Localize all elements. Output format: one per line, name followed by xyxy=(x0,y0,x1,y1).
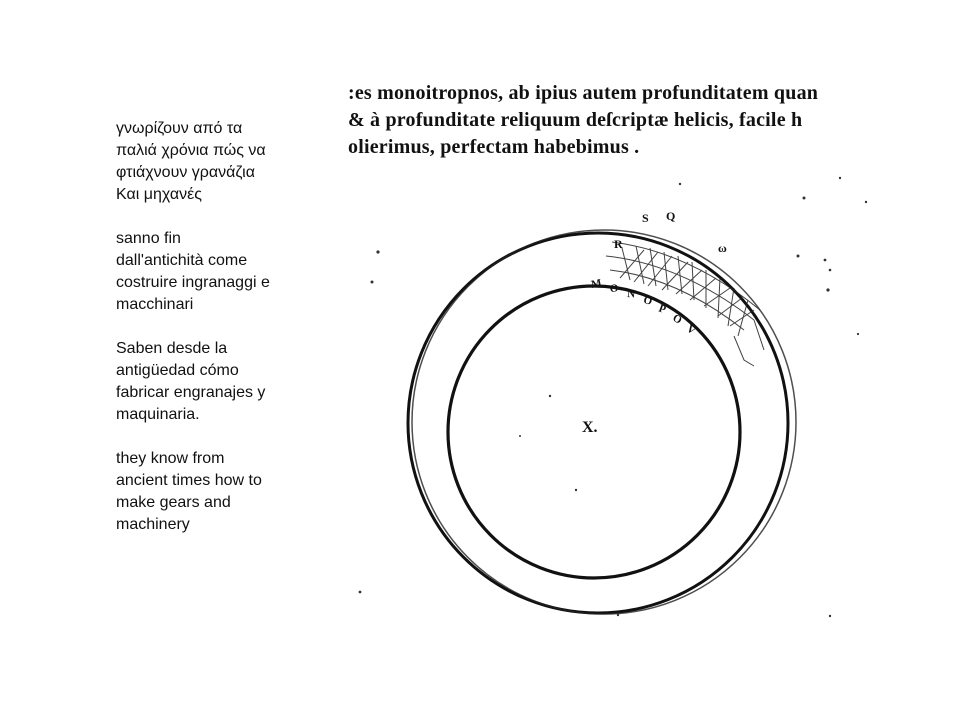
caption-greek xyxy=(116,118,331,206)
gear-engraving-figure xyxy=(330,160,890,640)
center-label: X. xyxy=(582,419,598,436)
caption-line: maquinaria. xyxy=(116,406,200,423)
caption-line: fabricar engranajes y xyxy=(116,384,266,401)
label-q: Q xyxy=(666,209,676,223)
caption-italian xyxy=(116,228,331,316)
caption-line: παλιά χρόνια πώς να xyxy=(116,142,266,159)
arc-letter: N xyxy=(626,288,636,301)
latin-line-2: & à profunditate reliquum deſcriptæ helicis, facile h xyxy=(348,109,803,131)
arc-letter: O xyxy=(609,282,619,295)
caption-line: Και μηχανές xyxy=(116,186,202,203)
caption-line: sanno fin xyxy=(116,230,181,247)
caption-line: macchinari xyxy=(116,296,194,313)
label-omega: ω xyxy=(718,241,727,255)
caption-line: antigüedad cómo xyxy=(116,362,239,379)
caption-english xyxy=(116,448,331,536)
scan-specks xyxy=(359,177,868,617)
arc-letter: O xyxy=(670,312,684,327)
arc-letter: O xyxy=(642,294,654,308)
latin-line-3: olierimus, perfectam habebimus . xyxy=(348,136,640,158)
caption-spanish xyxy=(116,338,331,426)
arc-letter: P xyxy=(656,302,668,317)
caption-line: make gears and xyxy=(116,494,231,511)
caption-line: machinery xyxy=(116,516,190,533)
caption-line: costruire ingranaggi e xyxy=(116,274,270,291)
latin-text-excerpt xyxy=(340,76,868,168)
caption-column xyxy=(116,118,331,558)
caption-line: γνωρίζουν από τα xyxy=(116,120,243,137)
arc-letter: V xyxy=(684,322,698,338)
caption-line: φτιάχνουν γρανάζια xyxy=(116,164,255,181)
label-r: R xyxy=(614,237,623,251)
latin-line-1: :es monoitropnos, ab ipius autem profunditatem quan xyxy=(348,82,819,104)
arc-letter: M xyxy=(590,277,603,291)
label-s: S xyxy=(642,211,649,225)
caption-line: dall'antichità come xyxy=(116,252,248,269)
caption-line: ancient times how to xyxy=(116,472,262,489)
caption-line: Saben desde la xyxy=(116,340,228,357)
helix-band xyxy=(606,242,764,366)
caption-line: they know from xyxy=(116,450,225,467)
